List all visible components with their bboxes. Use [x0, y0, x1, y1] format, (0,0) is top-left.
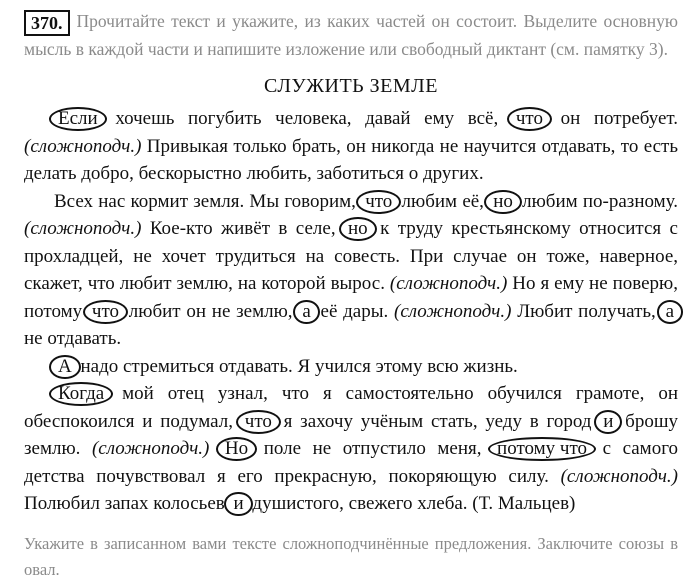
circled-conjunction: и — [224, 492, 252, 516]
circled-conjunction: что — [236, 410, 281, 434]
paragraph-3 — [24, 353, 678, 381]
circled-conjunction: потому что — [488, 437, 596, 461]
circled-conjunction: а — [293, 300, 319, 324]
text-segment: мой отец узнал, что я самостоятельно обучился грамоте, он обеспокоился и подумал, — [24, 383, 678, 432]
text-segment: Полюбил запах колосьев — [24, 493, 230, 514]
circled-conjunction: Но — [216, 437, 257, 461]
text-segment: поле не отпустило меня, — [252, 438, 494, 459]
circled-conjunction: что — [507, 107, 552, 131]
grammar-note: (сложноподч.) — [394, 300, 512, 322]
circled-conjunction: Если — [49, 107, 107, 131]
paragraph-2 — [24, 188, 678, 353]
text-segment: надо стремиться отдавать. Я учился этому всю жизнь. — [75, 355, 518, 377]
text-segment: к труду крестьянскому относится с прохладцей, не хочет трудиться на совесть. При случае он тоже, наверное, скажет, что любит землю, на которой вырос. — [24, 218, 678, 294]
circled-conjunction: но — [339, 217, 377, 241]
grammar-note: (сложноподч.) — [24, 135, 142, 157]
text-segment: он потребует. — [546, 108, 679, 129]
circled-conjunction: что — [356, 190, 401, 214]
circled-conjunction: А — [49, 355, 81, 379]
circled-conjunction: а — [657, 300, 683, 324]
text-title: СЛУЖИТЬ ЗЕМЛЕ — [264, 75, 438, 97]
exercise-header — [24, 8, 678, 62]
text-segment: любим по-разному. — [516, 190, 678, 212]
paragraph-1 — [24, 105, 678, 188]
circled-conjunction: но — [484, 190, 522, 214]
text-segment: не отдавать. — [24, 328, 122, 349]
circled-conjunction: что — [83, 300, 128, 324]
text-segment: Всех нас кормит земля. Мы говорим, — [54, 190, 362, 212]
grammar-note: (сложноподч.) — [91, 438, 210, 459]
text-segment: Но я ему не поверю, потому — [24, 273, 678, 322]
text-segment: я захочу учёным стать, уеду в город — [275, 410, 600, 432]
grammar-note: (сложноподч.) — [389, 273, 508, 294]
grammar-note: (сложноподч.) — [560, 465, 678, 487]
text-segment: её дары. — [314, 300, 395, 322]
paragraph-4 — [24, 380, 678, 518]
exercise-number: 370. — [24, 10, 70, 36]
text-segment: с самого детства почувствовал я его прекрасную, покоряющую силу. — [24, 438, 679, 487]
exercise-text — [24, 105, 678, 518]
text-segment: хочешь погубить человека, давай ему всё, — [101, 108, 512, 129]
circled-conjunction: Когда — [49, 382, 113, 406]
text-segment: любит он не землю, — [123, 300, 299, 322]
text-segment: Любит получать, — [511, 300, 662, 322]
text-segment: брошу землю. — [24, 410, 678, 459]
circled-conjunction: и — [594, 410, 622, 434]
text-segment: Привыкая только брать, он никогда не научится отдавать, то есть делать добро, бескорыстно любить, заботиться о других. — [24, 135, 678, 184]
text-segment: Кое-кто живёт в селе, — [141, 218, 344, 239]
grammar-note: (сложноподч.) — [24, 218, 142, 239]
text-segment: любим её, — [396, 190, 490, 212]
exercise-instruction: Прочитайте текст и укажите, из каких частей он состоит. Выделите основную мысль в каждой части и напишите изложение или свободный диктант (см. памятку 3). — [24, 11, 678, 59]
footer-instruction: Укажите в записанном вами тексте сложноподчинённые предложения. Заключите союзы в овал. — [24, 533, 678, 579]
text-segment: душистого, свежего хлеба. (Т. Мальцев) — [247, 493, 576, 514]
